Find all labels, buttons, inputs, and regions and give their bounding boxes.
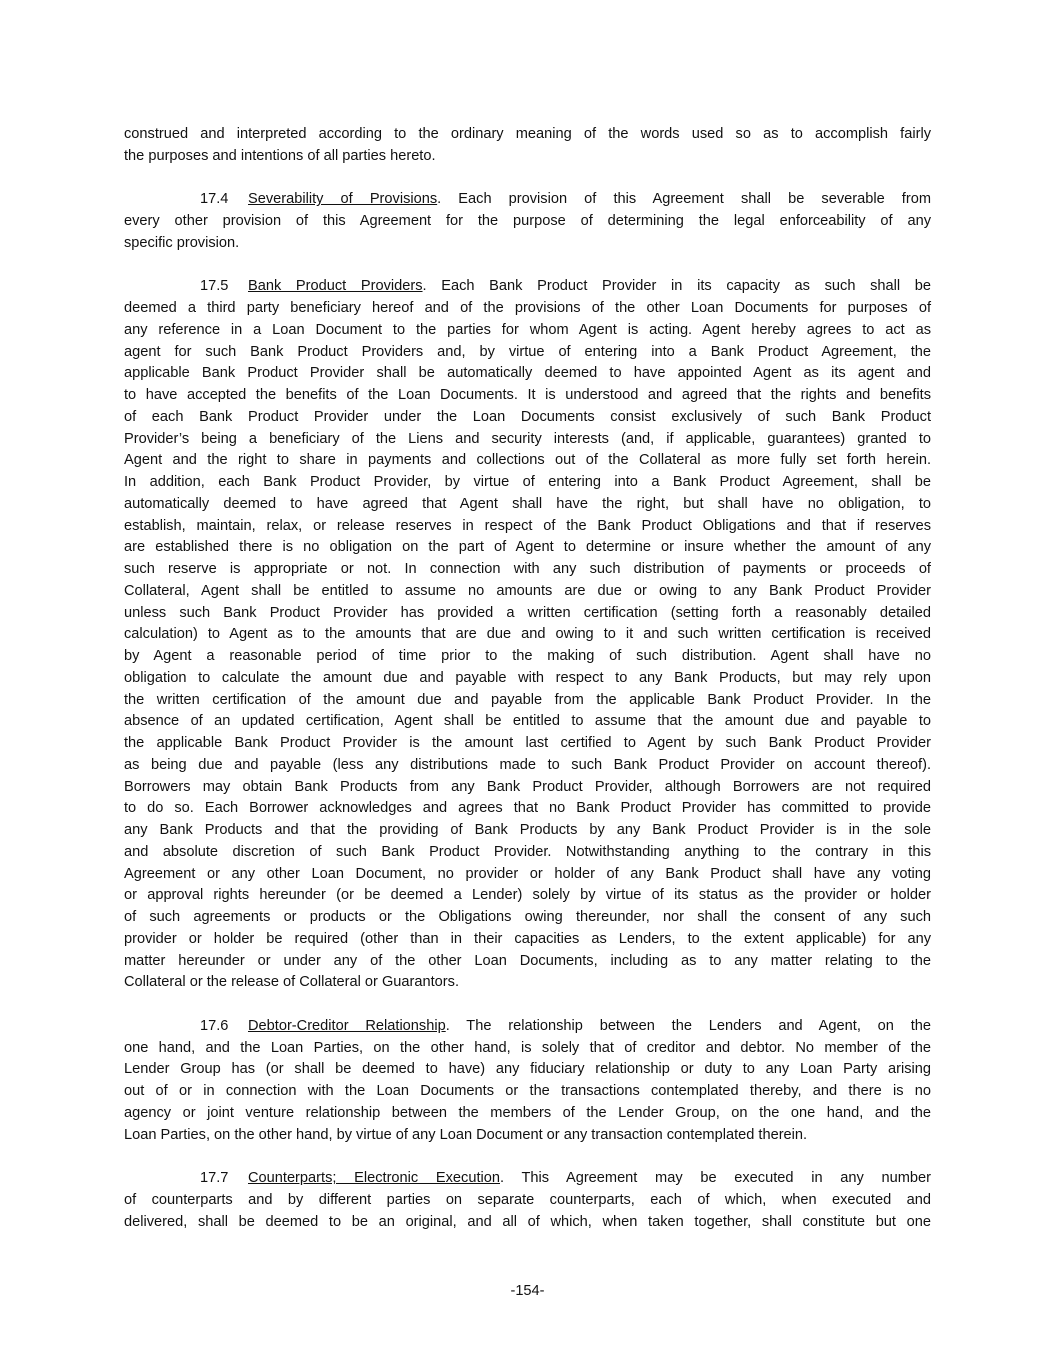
text-line xyxy=(124,363,931,385)
text-line xyxy=(124,189,931,211)
text-line xyxy=(124,777,931,799)
text-line xyxy=(124,907,931,929)
text-line xyxy=(124,211,931,233)
line-text: as being due and payable (less any distributions made to such Bank Product Provider on account thereof). xyxy=(124,756,931,773)
section-heading: Counterparts; Electronic Execution xyxy=(248,1170,500,1186)
text-line xyxy=(124,146,931,168)
text-line xyxy=(124,864,931,886)
line-text: delivered, shall be deemed to be an original, and all of which, when taken together, shall constitute but one xyxy=(124,1213,931,1230)
text-line xyxy=(124,755,931,777)
section-number: 17.7 xyxy=(200,1170,229,1186)
line-text: absence of an updated certification, Agent shall be entitled to assume that the amount due and payable to xyxy=(124,713,931,730)
text-line xyxy=(124,559,931,581)
text-line xyxy=(124,1190,931,1212)
text-line xyxy=(124,537,931,559)
line-text: provider or holder be required (other than in their capacities as Lenders, to the extent applicable) for any xyxy=(124,930,931,947)
line-text: one hand, and the Loan Parties, on the other hand, is solely that of creditor and debtor. No member of the xyxy=(124,1039,931,1056)
section-number: 17.4 xyxy=(200,191,229,208)
section-number: 17.5 xyxy=(200,278,229,295)
line-text: and absolute discretion of such Bank Product Provider. Notwithstanding anything to the contrary in this xyxy=(124,843,931,860)
document-body xyxy=(124,124,931,1255)
text-line xyxy=(124,1016,931,1038)
line-text: to have accepted the benefits of the Loan Documents. It is understood and agreed that the rights and benefits xyxy=(124,387,931,403)
line-text: . Each Bank Product Provider in its capacity as such shall be xyxy=(422,278,932,295)
section-heading: Severability of Provisions xyxy=(248,191,438,208)
text-line xyxy=(124,711,931,733)
line-text: matter hereunder or under any of the other Loan Documents, including as to any matter relating to the xyxy=(124,952,931,969)
line-text: Agreement or any other Loan Document, no provider or holder of any Bank Product shall have any voting xyxy=(124,865,931,882)
line-text: specific provision. xyxy=(124,234,240,251)
line-text: Loan Parties, on the other hand, by virtue of any Loan Document or any transaction contemplated therein. xyxy=(124,1126,808,1143)
line-text: obligation to calculate the amount due and payable with respect to any Bank Products, but may rely upon xyxy=(124,669,931,686)
page-number: -154- xyxy=(510,1283,545,1299)
text-line xyxy=(124,646,931,668)
text-line xyxy=(124,1212,931,1234)
line-text: are established there is no obligation on the part of Agent to determine or insure whether the amount of any xyxy=(124,539,931,556)
text-line xyxy=(124,733,931,755)
text-line xyxy=(124,124,931,146)
line-text: by Agent a reasonable period of time prior to the making of such distribution. Agent shall have no xyxy=(124,648,931,664)
section-17-6 xyxy=(124,1016,931,1147)
line-text: the applicable Bank Product Provider is the amount last certified to Agent by such Bank Product Provider xyxy=(124,735,931,751)
line-text: the written certification of the amount due and payable from the applicable Bank Product Provider. In the xyxy=(124,691,931,708)
line-text: to do so. Each Borrower acknowledges and agrees that no Bank Product Provider has committed to provide xyxy=(124,800,931,817)
text-line xyxy=(124,1038,931,1060)
section-17-5 xyxy=(124,276,931,994)
text-line xyxy=(124,972,931,994)
section-number: 17.6 xyxy=(200,1017,229,1034)
line-text: calculation) to Agent as to the amounts that are due and owing to it and such written certification is received xyxy=(124,626,931,643)
text-line xyxy=(124,385,931,407)
section-heading: Bank Product Providers xyxy=(248,278,423,295)
line-text: agent for such Bank Product Providers and, by virtue of entering into a Bank Product Agreement, the xyxy=(124,343,931,360)
line-text: the purposes and intentions of all parties hereto. xyxy=(124,147,436,164)
line-text: automatically deemed to have agreed that Agent shall have the right, but shall have no obligation, to xyxy=(124,495,931,512)
line-text: out of or in connection with the Loan Documents or the transactions contemplated thereby, and there is no xyxy=(124,1083,931,1099)
paragraph xyxy=(124,124,931,168)
text-line xyxy=(124,624,931,646)
text-line xyxy=(124,516,931,538)
line-text: Collateral or the release of Collateral or Guarantors. xyxy=(124,974,460,991)
line-text: Collateral, Agent shall be entitled to assume no amounts are due or owing to any Bank Product Provider xyxy=(124,582,931,599)
line-text: In addition, each Bank Product Provider, by virtue of entering into a Bank Product Agreement, shall be xyxy=(124,474,931,490)
line-text: any reference in a Loan Document to the parties for whom Agent is acting. Agent hereby agrees to act as xyxy=(124,321,931,338)
line-text: of each Bank Product Provider under the Loan Documents consist exclusively of such Bank Product xyxy=(124,408,931,425)
text-line xyxy=(124,407,931,429)
text-line xyxy=(124,1125,931,1147)
line-text: Lender Group has (or shall be deemed to have) any fiduciary relationship or duty to any Loan Party arising xyxy=(124,1061,931,1078)
text-line xyxy=(124,929,931,951)
line-text: establish, maintain, relax, or release reserves in respect of the Bank Product Obligations and that if reserves xyxy=(124,517,931,534)
text-line xyxy=(124,951,931,973)
text-line xyxy=(124,603,931,625)
line-text: of counterparts and by different parties on separate counterparts, each of which, when executed and xyxy=(124,1191,931,1208)
text-line xyxy=(124,429,931,451)
line-text: any Bank Products and that the providing of Bank Products by any Bank Product Provider is in the sole xyxy=(124,822,931,838)
text-line xyxy=(124,450,931,472)
section-heading: Debtor-Creditor Relationship xyxy=(248,1017,446,1034)
text-line xyxy=(124,885,931,907)
line-text: such reserve is appropriate or not. In connection with any such distribution of payments or proceeds of xyxy=(124,561,931,577)
text-line xyxy=(124,798,931,820)
text-line xyxy=(124,320,931,342)
line-text: or approval rights hereunder (or be deemed a Lender) solely by virtue of its status as the provider or holder xyxy=(124,887,931,904)
text-line xyxy=(124,494,931,516)
text-line xyxy=(124,472,931,494)
line-text: Agent and the right to share in payments and collections out of the Collateral as more fully set forth herein. xyxy=(124,452,931,469)
text-line xyxy=(124,668,931,690)
line-text: agency or joint venture relationship between the members of the Lender Group, on the one hand, and the xyxy=(124,1104,931,1121)
line-text: Provider’s being a beneficiary of the Liens and security interests (and, if applicable, guarantees) granted to xyxy=(124,430,931,447)
text-line xyxy=(124,1081,931,1103)
line-text: Borrowers may obtain Bank Products from any Bank Product Provider, although Borrowers are not required xyxy=(124,778,931,795)
text-line xyxy=(124,1059,931,1081)
text-line xyxy=(124,1168,931,1190)
section-17-7 xyxy=(124,1168,931,1233)
line-text: of such agreements or products or the Obligations owing thereunder, nor shall the consent of any such xyxy=(124,909,931,925)
text-line xyxy=(124,690,931,712)
text-line xyxy=(124,842,931,864)
line-text: . Each provision of this Agreement shall be severable from xyxy=(437,191,931,208)
text-line xyxy=(124,233,931,255)
text-line xyxy=(124,820,931,842)
text-line xyxy=(124,298,931,320)
line-text: deemed a third party beneficiary hereof and of the provisions of the other Loan Documents for purposes of xyxy=(124,300,931,316)
line-text: unless such Bank Product Provider has provided a written certification (setting forth a reasonably detailed xyxy=(124,604,931,621)
text-line xyxy=(124,342,931,364)
text-line xyxy=(124,1103,931,1125)
text-line xyxy=(124,581,931,603)
text-line xyxy=(124,276,931,298)
line-text: construed and interpreted according to the ordinary meaning of the words used so as to accomplish fairly xyxy=(124,126,931,142)
line-text: every other provision of this Agreement for the purpose of determining the legal enforceability of any xyxy=(124,213,931,229)
section-17-4 xyxy=(124,189,931,254)
line-text: applicable Bank Product Provider shall be automatically deemed to have appointed Agent as its agent and xyxy=(124,365,931,382)
line-text: . The relationship between the Lenders and Agent, on the xyxy=(445,1017,932,1034)
line-text: . This Agreement may be executed in any number xyxy=(500,1170,931,1186)
